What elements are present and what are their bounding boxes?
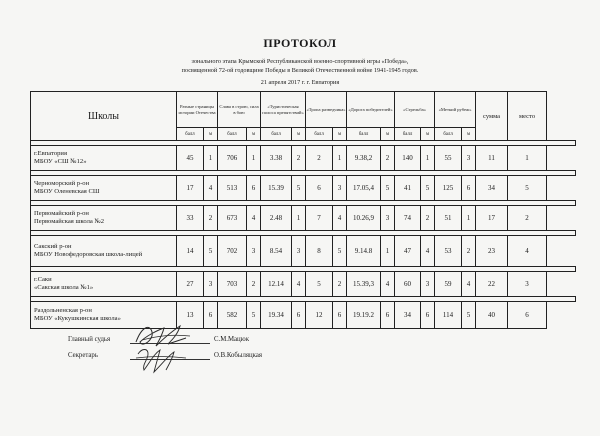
sum-cell: 17 [476,206,508,231]
ball-subheader: балл [435,128,462,141]
rank-cell: 3 [381,206,395,231]
school-region: Сакский р-он [34,243,72,250]
table-row [31,206,576,231]
school-region: г.Евпатория [34,150,67,157]
table-row [31,236,576,267]
rank-cell: 4 [204,176,218,201]
rank-cell: 6 [462,176,476,201]
rank-cell: 5 [381,176,395,201]
sum-column-header: сумма [476,92,508,141]
school-cell [31,206,177,231]
rank-cell: 3 [333,176,347,201]
rank-cell: 3 [247,236,261,267]
ball-cell: 9.14.8 [347,236,381,267]
rank-cell: 1 [247,146,261,171]
competition-header: «Стрельба» [395,92,435,128]
ball-cell: 9.38,2 [347,146,381,171]
rank-cell: 4 [247,206,261,231]
ball-cell: 10.26,9 [347,206,381,231]
rank-cell: 6 [421,302,435,329]
rank-cell: 1 [333,146,347,171]
ball-cell: 19.34 [261,302,292,329]
table-row [31,176,576,201]
rank-cell: 5 [462,302,476,329]
school-cell [31,176,177,201]
subtitle-line-2: посвященной 72-ой годовщине Победы в Великой Отечественной войне 1941-1945 годов. [181,67,419,74]
rank-cell: 4 [381,272,395,297]
rank-cell: 4 [462,272,476,297]
rank-cell: 6 [247,176,261,201]
ball-cell: 41 [395,176,421,201]
rank-cell: 1 [462,206,476,231]
place-cell: 2 [508,206,547,231]
ball-subheader: балл [347,128,381,141]
rank-cell: 5 [204,236,218,267]
school-column-header: Школы [31,92,177,141]
ball-cell: 7 [306,206,333,231]
rank-cell: 2 [292,146,306,171]
competition-header: «Меткий рубеж» [435,92,476,128]
rank-cell: 1 [381,236,395,267]
place-subheader: м [462,128,476,141]
place-subheader: м [421,128,435,141]
school-name: «Сакская школа №1» [34,284,94,291]
date-place-line: 21 апреля 2017 г. г. Евпатория [260,79,340,86]
ball-subheader: балл [306,128,333,141]
ball-cell: 703 [218,272,247,297]
ball-cell: 19.19.2 [347,302,381,329]
sum-cell: 22 [476,272,508,297]
rank-cell: 3 [292,236,306,267]
competition-header: «Туристическая полоса препятствий» [261,92,306,128]
ball-cell: 74 [395,206,421,231]
ball-cell: 60 [395,272,421,297]
school-name: МБОУ «Кукушкинская школа» [34,315,121,322]
ball-cell: 582 [218,302,247,329]
ball-cell: 2.48 [261,206,292,231]
ball-cell: 15.39 [261,176,292,201]
ball-cell: 59 [435,272,462,297]
school-name: МБОУ Оленевская СШ [34,188,100,195]
place-subheader: м [381,128,395,141]
ball-subheader: балл [395,128,421,141]
ball-cell: 53 [435,236,462,267]
rank-cell: 6 [292,302,306,329]
rank-cell: 2 [381,146,395,171]
rank-cell: 2 [462,236,476,267]
school-name: МБОУ Новофедоровская школа-лицей [34,251,143,258]
ball-cell: 12 [306,302,333,329]
rank-cell: 2 [204,206,218,231]
rank-cell: 3 [462,146,476,171]
rank-cell: 1 [204,146,218,171]
school-cell [31,236,177,267]
table-row [31,272,576,297]
ball-cell: 8.54 [261,236,292,267]
place-subheader: м [292,128,306,141]
table-row [31,302,576,329]
rank-cell: 5 [421,176,435,201]
place-cell: 3 [508,272,547,297]
ball-cell: 5 [306,272,333,297]
secretary-role-label: Секретарь [68,352,98,359]
ball-cell: 47 [395,236,421,267]
judge-name: С.М.Мацюк [214,336,250,343]
ball-cell: 17.05,4 [347,176,381,201]
competition-header: Слава в строю, сила в бою [218,92,261,128]
sum-cell: 23 [476,236,508,267]
ball-cell: 702 [218,236,247,267]
subtitle-line-1: зонального этапа Крымской Республиканской военно-спортивной игры «Победа», [191,58,409,65]
ball-cell: 8 [306,236,333,267]
table-row [31,146,576,171]
ball-subheader: балл [218,128,247,141]
ball-cell: 6 [306,176,333,201]
rank-cell: 6 [333,302,347,329]
rank-cell: 4 [333,206,347,231]
school-cell [31,272,177,297]
school-cell [31,146,177,171]
rank-cell: 4 [421,236,435,267]
rank-cell: 1 [292,206,306,231]
ball-cell: 15.39,3 [347,272,381,297]
ball-cell: 51 [435,206,462,231]
place-cell: 4 [508,236,547,267]
school-name: Первомайская школа №2 [34,218,105,225]
page-title: ПРОТОКОЛ [263,36,337,50]
rank-cell: 2 [333,272,347,297]
ball-cell: 140 [395,146,421,171]
results-table [30,91,576,329]
rank-cell: 6 [204,302,218,329]
rank-cell: 2 [247,272,261,297]
school-region: г.Саки [34,276,52,283]
handwritten-signature-secretary [132,344,192,376]
rank-cell: 3 [421,272,435,297]
ball-cell: 14 [177,236,204,267]
judge-role-label: Главный судья [68,336,111,343]
ball-cell: 114 [435,302,462,329]
sum-cell: 11 [476,146,508,171]
rank-cell: 5 [292,176,306,201]
ball-cell: 125 [435,176,462,201]
competition-header: «Дорога победителей» [347,92,395,128]
place-cell: 5 [508,176,547,201]
rank-cell: 6 [381,302,395,329]
rank-cell: 5 [247,302,261,329]
school-region: Черноморский р-он [34,180,90,187]
place-cell: 1 [508,146,547,171]
ball-cell: 33 [177,206,204,231]
ball-subheader: балл [177,128,204,141]
rank-cell: 1 [421,146,435,171]
ball-cell: 13 [177,302,204,329]
rank-cell: 4 [292,272,306,297]
ball-cell: 2 [306,146,333,171]
sum-cell: 40 [476,302,508,329]
school-region: Раздольненская р-он [34,307,92,314]
competition-header: Ратные страницы истории Отечества [177,92,218,128]
ball-cell: 34 [395,302,421,329]
ball-cell: 45 [177,146,204,171]
school-name: МБОУ «СШ №12» [34,158,87,165]
competition-header: «Тропа разведчика» [306,92,347,128]
place-subheader: м [333,128,347,141]
rank-cell: 2 [421,206,435,231]
ball-cell: 513 [218,176,247,201]
place-subheader: м [204,128,218,141]
place-cell: 6 [508,302,547,329]
school-region: Первомайский р-он [34,210,89,217]
secretary-name: О.В.Кобыляцкая [214,352,262,359]
place-subheader: м [247,128,261,141]
rank-cell: 3 [204,272,218,297]
rank-cell: 5 [333,236,347,267]
ball-cell: 55 [435,146,462,171]
ball-cell: 27 [177,272,204,297]
ball-cell: 673 [218,206,247,231]
place-column-header: место [508,92,547,141]
ball-cell: 12.14 [261,272,292,297]
ball-subheader: балл [261,128,292,141]
ball-cell: 17 [177,176,204,201]
ball-cell: 706 [218,146,247,171]
ball-cell: 3.38 [261,146,292,171]
sum-cell: 34 [476,176,508,201]
